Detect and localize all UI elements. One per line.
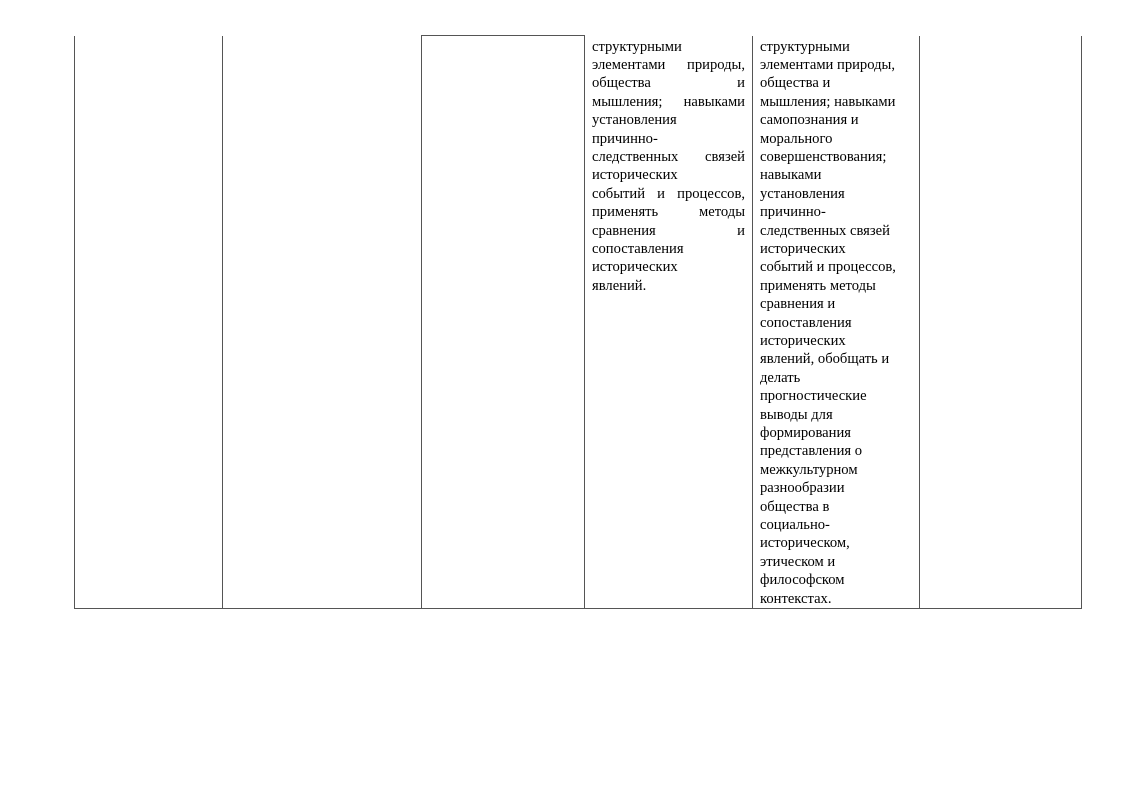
text-line: общества и xyxy=(592,75,745,92)
competency-table xyxy=(74,35,1082,609)
text-line: следственных связей xyxy=(592,148,745,165)
text-line: событий и процессов, xyxy=(760,259,896,276)
text-line: мышления; навыками xyxy=(760,93,896,110)
table-cell-skills-basic xyxy=(585,36,753,609)
text-line: самопознания и xyxy=(760,112,859,129)
table-cell-skills-advanced xyxy=(753,36,920,609)
skills-basic-text xyxy=(592,38,745,296)
text-line: историческом, xyxy=(760,535,850,552)
text-line: элементами природы, xyxy=(760,56,895,73)
text-line: событий и процессов, xyxy=(592,185,745,202)
skills-advanced-text xyxy=(760,38,912,609)
text-line: контекстах. xyxy=(760,590,832,607)
text-line: сопоставления xyxy=(760,314,852,331)
text-line: морального xyxy=(760,130,833,147)
text-line: прогностические xyxy=(760,388,867,405)
text-line: сравнения и xyxy=(760,296,836,313)
text-line: исторических xyxy=(592,259,678,276)
text-line: явлений, обобщать и xyxy=(760,351,890,368)
text-line: применять методы xyxy=(760,277,876,294)
text-line: межкультурном xyxy=(760,461,858,478)
text-line: установления xyxy=(592,112,677,129)
text-line: делать xyxy=(760,369,801,386)
table-cell-empty-2 xyxy=(223,36,422,609)
text-line: явлений. xyxy=(592,277,647,294)
text-line: исторических xyxy=(592,167,678,184)
text-line: сопоставления xyxy=(592,240,684,257)
text-line: общества и xyxy=(760,75,831,92)
text-line: совершенствования; xyxy=(760,148,887,165)
text-line: формирования xyxy=(760,425,851,442)
text-line: сравнения и xyxy=(592,222,745,239)
text-line: навыками xyxy=(760,167,822,184)
text-line: следственных связей xyxy=(760,222,890,239)
text-line: этическом и xyxy=(760,553,836,570)
text-line: структурными xyxy=(760,38,850,55)
table-cell-empty-6 xyxy=(920,36,1082,609)
table-cell-empty-1 xyxy=(75,36,223,609)
table-cell-empty-3 xyxy=(422,36,585,609)
text-line: социально- xyxy=(760,517,830,534)
text-line: мышления; навыками xyxy=(592,93,745,110)
text-line: структурными xyxy=(592,38,682,55)
text-line: философском xyxy=(760,572,845,589)
text-line: исторических xyxy=(760,333,846,349)
text-line: представления о xyxy=(760,443,863,460)
text-line: применять методы xyxy=(592,204,745,221)
text-line: установления xyxy=(760,185,845,202)
table-row xyxy=(75,36,1082,609)
text-line: причинно- xyxy=(592,130,658,147)
text-line: причинно- xyxy=(760,204,826,221)
text-line: разнообразии xyxy=(760,480,845,497)
text-line: общества в xyxy=(760,498,830,515)
text-line: элементами природы, xyxy=(592,56,745,73)
text-line: выводы для xyxy=(760,406,833,423)
text-line: исторических xyxy=(760,240,846,257)
